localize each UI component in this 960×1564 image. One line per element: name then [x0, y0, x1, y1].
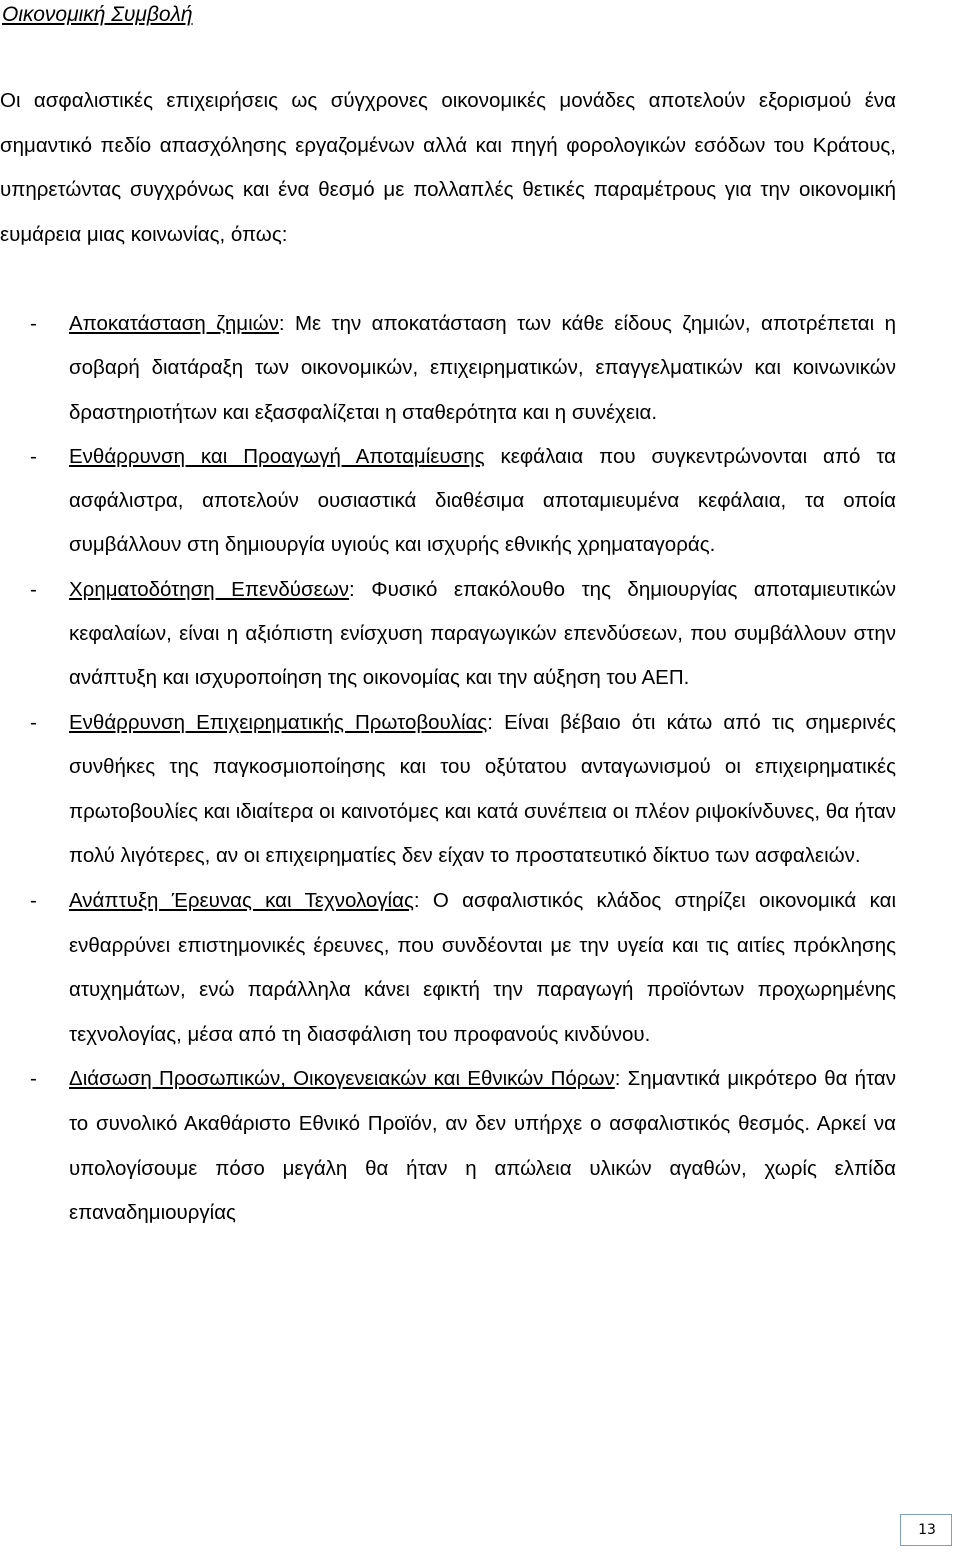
list-item — [0, 879, 896, 1057]
list-item-text: : Είναι βέβαιο ότι κάτω από τις σημερινές συνθήκες της παγκοσμιοποίησης και του οξύτατου ανταγωνισμού οι επιχειρηματικές πρωτοβουλίες και ιδιαίτερα οι καινοτόμες και κατά συνέπεια οι πλέον ριψοκίνδυνες, θα ήταν πολύ λιγότερες, αν οι επιχειρηματίες δεν είχαν το προστατευτικό δίκτυο των ασφαλειών. — [69, 710, 896, 868]
list-item-text: : Σημαντικά μικρότερο θα ήταν το συνολικό Ακαθάριστο Εθνικό Προϊόν, αν δεν υπήρχε ο ασφαλιστικός θεσμός. Αρκεί να υπολογίσουμε πόσο μεγάλη θα ήταν η απώλεια υλικών αγαθών, χωρίς ελπίδα επαναδημιουργίας — [69, 1067, 896, 1225]
list-item-term: Ενθάρρυνση και Προαγωγή Αποταμίευσης — [69, 444, 485, 468]
intro-paragraph: Οι ασφαλιστικές επιχειρήσεις ως σύγχρονες οικονομικές μονάδες αποτελούν εξορισμού ένα σημαντικό πεδίο απασχόλησης εργαζομένων αλλά και πηγή φορολογικών εσόδων του Κράτους, υπηρετώντας συγχρόνως και ένα θεσμό με πολλαπλές θετικές παραμέτρους για την οικονομική ευμάρεια μιας κοινωνίας, όπως: — [0, 89, 896, 246]
list-item-term: Αποκατάσταση ζημιών — [69, 312, 279, 335]
list-item — [0, 1057, 896, 1235]
list-item-term: Ανάπτυξη Έρευνας και Τεχνολογίας — [69, 889, 414, 913]
list-bullet: - — [30, 312, 37, 335]
list-item — [0, 568, 896, 701]
list-bullet: - — [30, 1067, 37, 1091]
list-item-text: : Ο ασφαλιστικός κλάδος στηρίζει οικονομικά και ενθαρρύνει επιστημονικές έρευνες, που συνδέονται με την υγεία και τις αιτίες πρόκλησης ατυχημάτων, ενώ παράλληλα κάνει εφικτή την παραγωγή προϊόντων προχωρημένης τεχνολογίας, μέσα από τη διασφάλιση του προφανούς κινδύνου. — [69, 889, 896, 1046]
benefits-list — [0, 302, 896, 1236]
page-number-box — [900, 1514, 952, 1546]
list-item-text: κεφάλαια που συγκεντρώνονται από τα ασφάλιστρα, αποτελούν ουσιαστικά διαθέσιμα αποταμιευμένα κεφάλαια, τα οποία συμβάλλουν στη δημιουργία υγιούς και ισχυρής εθνικής χρηματαγοράς. — [69, 444, 896, 557]
list-bullet: - — [30, 577, 37, 601]
list-bullet: - — [30, 710, 37, 734]
list-bullet: - — [30, 444, 37, 468]
list-item — [0, 701, 896, 879]
list-item-term: Ενθάρρυνση Επιχειρηματικής Πρωτοβουλίας — [69, 710, 488, 734]
list-item-term: Διάσωση Προσωπικών, Οικογενειακών και Εθνικών Πόρων — [69, 1067, 615, 1091]
list-item — [0, 302, 896, 435]
list-item-term: Χρηματοδότηση Επενδύσεων — [69, 577, 350, 601]
section-heading: Οικονομική Συμβολή — [2, 3, 193, 26]
list-item-text: : Με την αποκατάσταση των κάθε είδους ζημιών, αποτρέπεται η σοβαρή διατάραξη των οικονομικών, επιχειρηματικών, επαγγελματικών και κοινωνικών δραστηριοτήτων και εξασφαλίζεται η σταθερότητα και η συνέχεια. — [69, 312, 896, 424]
list-item — [0, 435, 896, 568]
list-bullet: - — [30, 889, 37, 913]
page-number: 13 — [918, 1522, 936, 1538]
list-item-text: : Φυσικό επακόλουθο της δημιουργίας αποταμιευτικών κεφαλαίων, είναι η αξιόπιστη ενίσχυση παραγωγικών επενδύσεων, που συμβάλλουν στην ανάπτυξη και ισχυροποίηση της οικονομίας και την αύξηση του ΑΕΠ. — [69, 577, 896, 690]
